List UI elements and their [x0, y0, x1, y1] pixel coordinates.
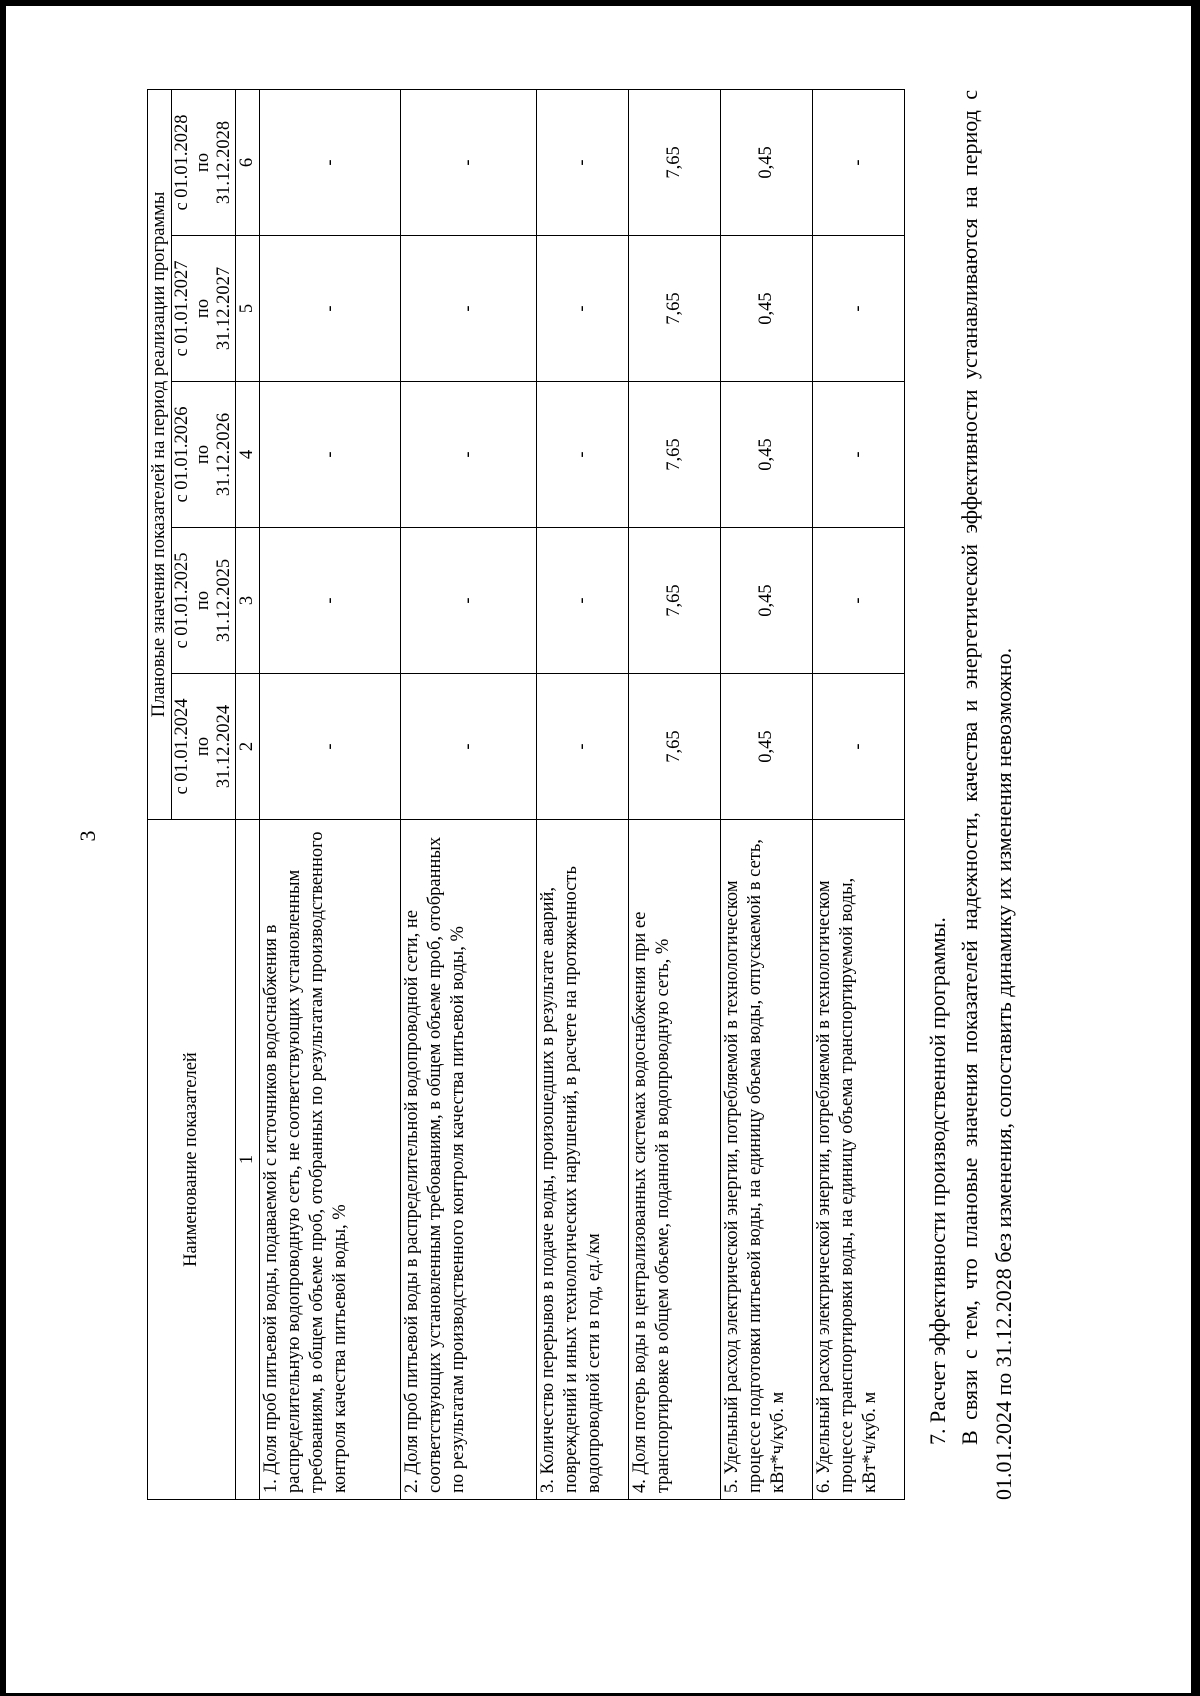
table-row [537, 89, 629, 1499]
indicator-value: - [537, 674, 629, 820]
indicator-value: - [260, 382, 401, 528]
table-row [813, 89, 905, 1499]
header-period: с 01.01.2026 по 31.12.2026 [172, 382, 236, 528]
table-row [629, 89, 721, 1499]
indicator-name: 1. Доля проб питьевой воды, подаваемой с источников водоснабжения в распределительную водопроводную сеть, не соответствующих установленным требованиям, в общем объеме проб, отобранных по результатам производственного контроля качества питьевой воды, % [260, 820, 401, 1500]
section-paragraph: В связи с тем, что плановые значения показателей надежности, качества и энергетической эффективности устанавливаются на период с 01.01.2024 по 31.12.2028 без изменения, сопоставить динамику их изменения невозможно. [957, 90, 1016, 1500]
indicator-value: - [537, 382, 629, 528]
column-number: 4 [236, 382, 260, 528]
indicator-value: - [260, 674, 401, 820]
indicator-value: 7,65 [629, 236, 721, 382]
indicator-value: 0,45 [721, 89, 813, 235]
indicator-value: - [813, 89, 905, 235]
indicator-value: - [401, 89, 537, 235]
header-period: с 01.01.2024 по 31.12.2024 [172, 674, 236, 820]
table-header-row [148, 89, 172, 1499]
indicator-value: 0,45 [721, 382, 813, 528]
indicator-value: 0,45 [721, 674, 813, 820]
indicator-value: - [813, 528, 905, 674]
indicator-value: 0,45 [721, 528, 813, 674]
column-number-row [236, 89, 260, 1499]
indicator-value: - [537, 528, 629, 674]
header-period: с 01.01.2027 по 31.12.2027 [172, 236, 236, 382]
rotated-page-content [147, 90, 1070, 1500]
page-number: 3 [75, 830, 100, 842]
indicator-value: 7,65 [629, 382, 721, 528]
indicator-value: - [401, 528, 537, 674]
indicators-table [147, 89, 905, 1500]
column-number: 5 [236, 236, 260, 382]
indicator-name: 2. Доля проб питьевой воды в распределительной водопроводной сети, не соответствующих установленным требованиям, в общем объеме проб, отобранных по результатам производственного контроля качества питьевой воды, % [401, 820, 537, 1500]
indicator-name: 3. Количество перерывов в подаче воды, произошедших в результате аварий, повреждений и иных технологических нарушений, в расчете на протяженность водопроводной сети в год, ед./км [537, 820, 629, 1500]
scan-border-left [0, 0, 6, 1696]
indicator-value: - [260, 236, 401, 382]
column-number: 2 [236, 674, 260, 820]
indicator-value: 7,65 [629, 674, 721, 820]
indicator-value: - [813, 236, 905, 382]
column-number: 6 [236, 89, 260, 235]
scan-border-top [0, 0, 1200, 6]
indicator-value: - [260, 528, 401, 674]
indicator-name: 6. Удельный расход электрической энергии, потребляемой в технологическом процессе транспортировки воды, на единицу объема транспортируемой воды, кВт*ч/куб. м [813, 820, 905, 1500]
indicator-value: - [537, 236, 629, 382]
indicator-value: - [537, 89, 629, 235]
column-number: 3 [236, 528, 260, 674]
indicator-value: - [813, 674, 905, 820]
header-planned-values: Плановые значения показателей на период реализации программы [148, 89, 172, 819]
section-heading: 7. Расчет эффективности производственной программы. [925, 917, 950, 1445]
table-row [721, 89, 813, 1499]
header-period: с 01.01.2028 по 31.12.2028 [172, 89, 236, 235]
column-number: 1 [236, 820, 260, 1500]
indicator-value: 7,65 [629, 528, 721, 674]
scan-border-right [1191, 0, 1200, 1696]
indicator-name: 4. Доля потерь воды в централизованных системах водоснабжения при ее транспортировке в общем объеме, поданной в водопроводную сеть, % [629, 820, 721, 1500]
indicator-value: - [401, 236, 537, 382]
header-indicator-name: Наименование показателей [148, 820, 236, 1500]
indicator-value: - [401, 382, 537, 528]
table-row [401, 89, 537, 1499]
indicator-value: - [813, 382, 905, 528]
indicator-value: 7,65 [629, 89, 721, 235]
indicator-value: - [401, 674, 537, 820]
table-row [260, 89, 401, 1499]
indicator-value: 0,45 [721, 236, 813, 382]
header-period: с 01.01.2025 по 31.12.2025 [172, 528, 236, 674]
indicator-value: - [260, 89, 401, 235]
indicator-name: 5. Удельный расход электрической энергии, потребляемой в технологическом процессе подготовки питьевой воды, на единицу объема воды, отпускаемой в сеть, кВт*ч/куб. м [721, 820, 813, 1500]
